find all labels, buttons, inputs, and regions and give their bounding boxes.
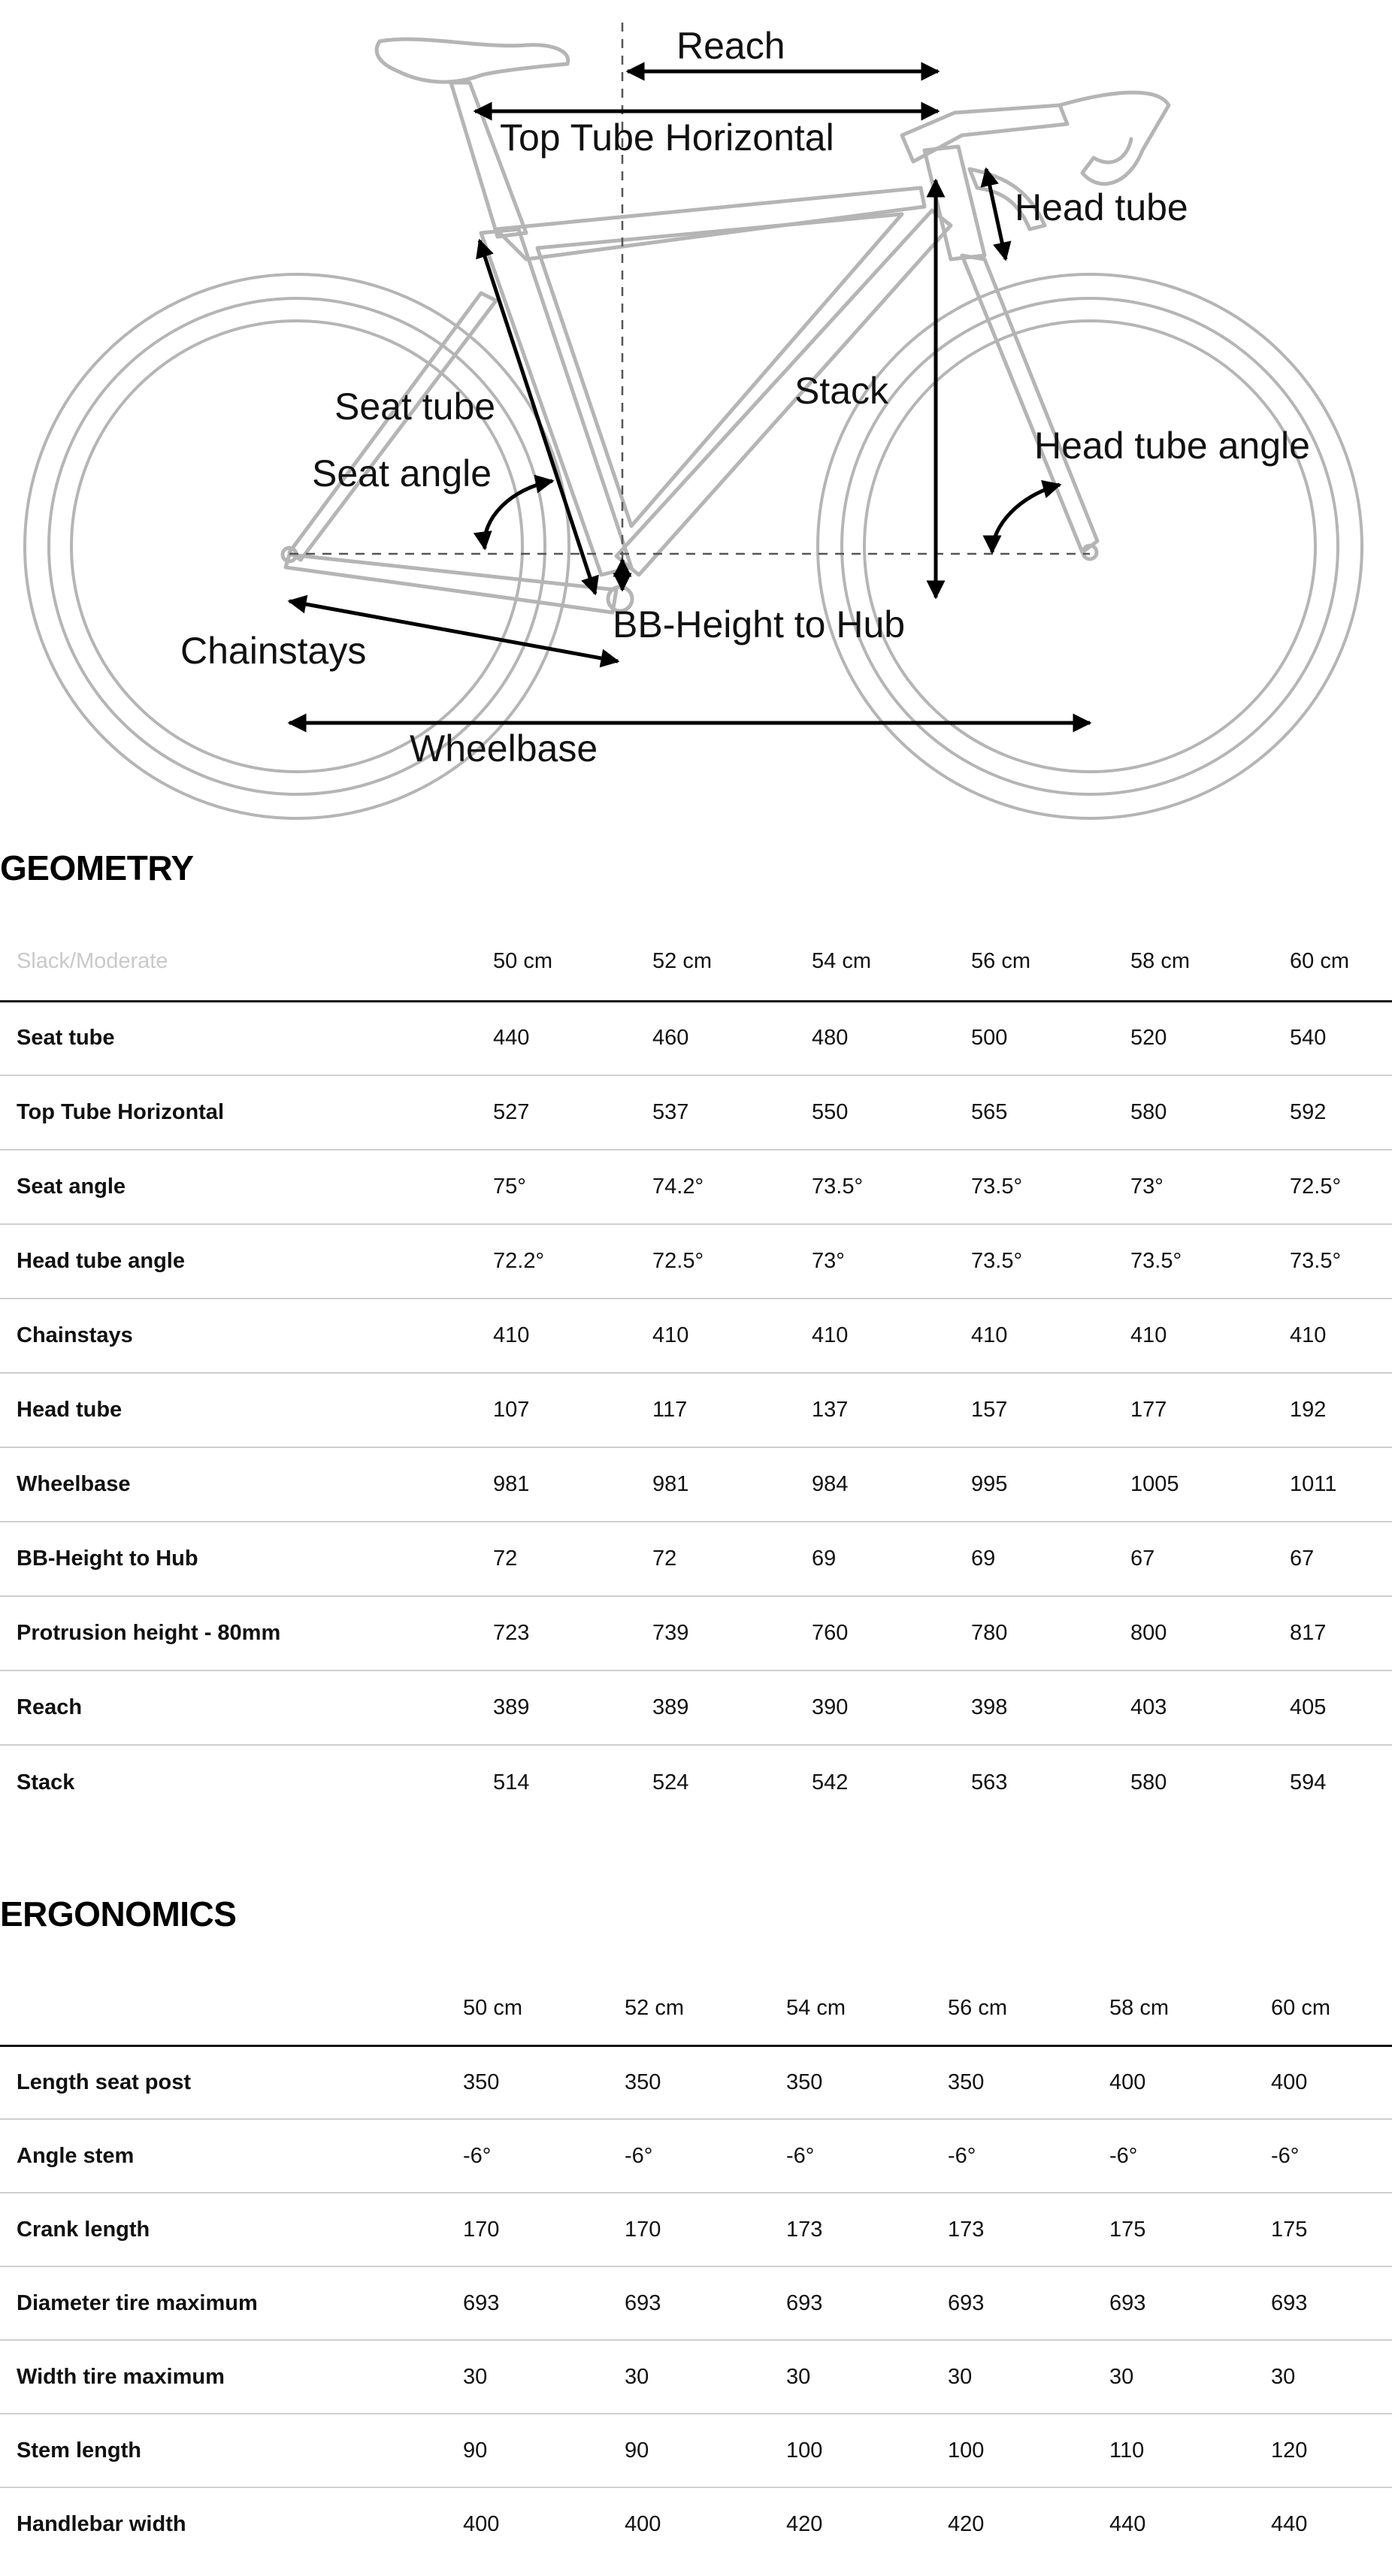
table-cell: -6° [1109,2119,1271,2193]
table-row [0,1075,1392,1150]
table-cell: 72.5° [652,1224,812,1299]
table-cell: 723 [493,1596,652,1670]
label-wheelbase: Wheelbase [410,727,598,769]
table-cell: 74.2° [652,1150,812,1224]
table-cell: 350 [463,2045,625,2119]
table-cell: 69 [812,1522,971,1596]
table-cell: 400 [1109,2045,1271,2119]
table-cell: 440 [1271,2512,1308,2536]
table-row [0,1447,1392,1522]
ergonomics-corner-label [0,1972,463,2045]
table-row [0,1150,1392,1224]
table-cell: 693 [1109,2266,1271,2340]
geometry-title: GEOMETRY [0,848,194,887]
row-label: Seat tube [0,1001,493,1075]
table-cell: 527 [493,1075,652,1150]
label-chainstays: Chainstays [180,630,367,672]
table-cell: 110 [1109,2414,1271,2487]
table-cell: 170 [625,2193,786,2266]
table-row [0,2414,1392,2487]
table-cell: 30 [1271,2340,1392,2414]
table-row [0,1522,1392,1596]
size-header: 60 cm [1271,1972,1392,2045]
table-cell: 73.5° [971,1224,1130,1299]
geometry-table [0,923,1392,1819]
size-header: 50 cm [463,1972,625,2045]
table-cell: 780 [971,1596,1130,1670]
table-cell: 177 [1130,1373,1290,1447]
size-header: 52 cm [652,923,812,1001]
table-cell: 67 [1130,1522,1290,1596]
table-cell: 592 [1290,1075,1392,1150]
table-cell: 67 [1290,1522,1392,1596]
table-cell: 524 [652,1770,689,1794]
table-cell: 514 [493,1770,530,1794]
size-header: 60 cm [1290,923,1392,1001]
table-cell: 100 [948,2414,1109,2487]
row-label: Head tube angle [0,1224,493,1299]
table-cell: 389 [652,1670,812,1745]
row-label: Seat angle [0,1150,493,1224]
table-cell: 594 [1290,1770,1327,1794]
size-header: 54 cm [786,1972,948,2045]
table-cell: 981 [493,1447,652,1522]
table-cell: -6° [1271,2119,1392,2193]
table-cell: 175 [1109,2193,1271,2266]
geometry-header-row [0,923,1392,1001]
table-cell: 73.5° [1290,1224,1392,1299]
table-row [0,2340,1392,2414]
row-label: Stack [17,1770,75,1794]
table-cell: 117 [652,1373,812,1447]
size-header: 50 cm [493,923,652,1001]
size-header: 52 cm [625,1972,786,2045]
table-cell: 542 [812,1770,849,1794]
table-cell: 30 [948,2340,1109,2414]
table-cell: 30 [1109,2340,1271,2414]
table-cell: 410 [812,1299,971,1373]
table-cell: 410 [652,1299,812,1373]
table-cell: 693 [463,2266,625,2340]
table-cell: 500 [971,1001,1130,1075]
table-cell: 984 [812,1447,971,1522]
table-cell: -6° [463,2119,625,2193]
table-cell: 175 [1271,2193,1392,2266]
size-header: 54 cm [812,923,971,1001]
table-cell: 72.5° [1290,1150,1392,1224]
label-seat-tube: Seat tube [334,385,496,428]
table-row [0,1299,1392,1373]
table-cell: 30 [786,2340,948,2414]
label-bb-height: BB-Height to Hub [613,603,906,646]
table-cell: 693 [625,2266,786,2340]
table-cell: 72.2° [493,1224,652,1299]
table-row [0,1224,1392,1299]
table-cell: 73.5° [971,1150,1130,1224]
table-cell: 520 [1130,1001,1290,1075]
table-row [0,1596,1392,1670]
table-row [0,1373,1392,1447]
label-reach: Reach [676,25,785,67]
row-label: Width tire maximum [0,2340,463,2414]
table-cell: 400 [463,2512,500,2536]
table-cell: -6° [786,2119,948,2193]
table-cell: 760 [812,1596,971,1670]
table-cell: 565 [971,1075,1130,1150]
table-cell: 410 [1130,1299,1290,1373]
ergonomics-table [0,1972,1392,2561]
table-cell: 580 [1130,1075,1290,1150]
size-header: 58 cm [1130,923,1290,1001]
table-cell: 1011 [1290,1447,1392,1522]
table-cell: 350 [948,2045,1109,2119]
table-row [0,2045,1392,2119]
table-cell: 73.5° [812,1150,971,1224]
table-cell: 800 [1130,1596,1290,1670]
table-cell: 137 [812,1373,971,1447]
table-row [0,1745,1392,1819]
table-cell: 69 [971,1522,1130,1596]
table-cell: 398 [971,1670,1130,1745]
table-cell: 403 [1130,1670,1290,1745]
table-cell: 693 [948,2266,1109,2340]
row-label: Wheelbase [0,1447,493,1522]
table-cell: 350 [625,2045,786,2119]
table-row [0,2487,1392,2561]
table-cell: -6° [625,2119,786,2193]
table-cell: 981 [652,1447,812,1522]
table-cell: 173 [948,2193,1109,2266]
table-cell: 72 [493,1522,652,1596]
table-cell: 410 [493,1299,652,1373]
table-cell: 100 [786,2414,948,2487]
table-cell: 693 [1271,2266,1392,2340]
table-cell: 400 [1271,2045,1392,2119]
row-label: Handlebar width [17,2512,186,2536]
table-cell: 460 [652,1001,812,1075]
table-cell: 90 [625,2414,786,2487]
label-head-tube-angle: Head tube angle [1034,425,1310,467]
table-cell: 120 [1271,2414,1392,2487]
row-label: Chainstays [0,1299,493,1373]
table-cell: 410 [971,1299,1130,1373]
table-cell: 550 [812,1075,971,1150]
table-cell: 995 [971,1447,1130,1522]
table-cell: 192 [1290,1373,1392,1447]
table-cell: 580 [1130,1770,1167,1794]
row-label: Stem length [0,2414,463,2487]
table-cell: 90 [463,2414,625,2487]
table-row [0,2266,1392,2340]
table-cell: 30 [625,2340,786,2414]
table-cell: 73.5° [1130,1224,1290,1299]
table-cell: 173 [786,2193,948,2266]
row-label: Top Tube Horizontal [0,1075,493,1150]
table-cell: 72 [652,1522,812,1596]
size-header: 56 cm [971,923,1130,1001]
table-cell: 440 [1109,2512,1146,2536]
table-cell: 739 [652,1596,812,1670]
label-top-tube: Top Tube Horizontal [500,116,834,159]
table-cell: 73° [1130,1150,1290,1224]
ergonomics-header-row [0,1972,1392,2045]
table-cell: 73° [812,1224,971,1299]
table-cell: 75° [493,1150,652,1224]
row-label: Reach [0,1670,493,1745]
geometry-corner-label: Slack/Moderate [0,923,493,1001]
table-cell: 537 [652,1075,812,1150]
ergonomics-title: ERGONOMICS [0,1894,237,1934]
table-cell: 440 [493,1001,652,1075]
table-row [0,2119,1392,2193]
size-header: 58 cm [1109,1972,1271,2045]
table-cell: 170 [463,2193,625,2266]
table-cell: 107 [493,1373,652,1447]
table-cell: 350 [786,2045,948,2119]
table-cell: 30 [463,2340,625,2414]
reference-lines [289,23,1090,586]
table-cell: -6° [948,2119,1109,2193]
table-cell: 420 [786,2512,823,2536]
row-label: Length seat post [0,2045,463,2119]
row-label: Diameter tire maximum [0,2266,463,2340]
table-cell: 693 [786,2266,948,2340]
table-cell: 389 [493,1670,652,1745]
table-cell: 405 [1290,1670,1392,1745]
table-row [0,1001,1392,1075]
table-cell: 563 [971,1770,1008,1794]
table-cell: 817 [1290,1596,1392,1670]
table-cell: 420 [948,2512,985,2536]
table-row [0,2193,1392,2266]
label-seat-angle: Seat angle [312,452,492,494]
table-cell: 540 [1290,1001,1392,1075]
table-cell: 157 [971,1373,1130,1447]
label-head-tube: Head tube [1015,186,1188,228]
table-cell: 1005 [1130,1447,1290,1522]
table-cell: 390 [812,1670,971,1745]
table-row [0,1670,1392,1745]
row-label: BB-Height to Hub [0,1522,493,1596]
table-cell: 480 [812,1001,971,1075]
table-cell: 410 [1290,1299,1392,1373]
row-label: Angle stem [0,2119,463,2193]
table-cell: 400 [625,2512,661,2536]
label-stack: Stack [794,370,889,412]
size-header: 56 cm [948,1972,1109,2045]
row-label: Crank length [0,2193,463,2266]
row-label: Head tube [0,1373,493,1447]
row-label: Protrusion height - 80mm [0,1596,493,1670]
geometry-diagram [0,0,1392,827]
